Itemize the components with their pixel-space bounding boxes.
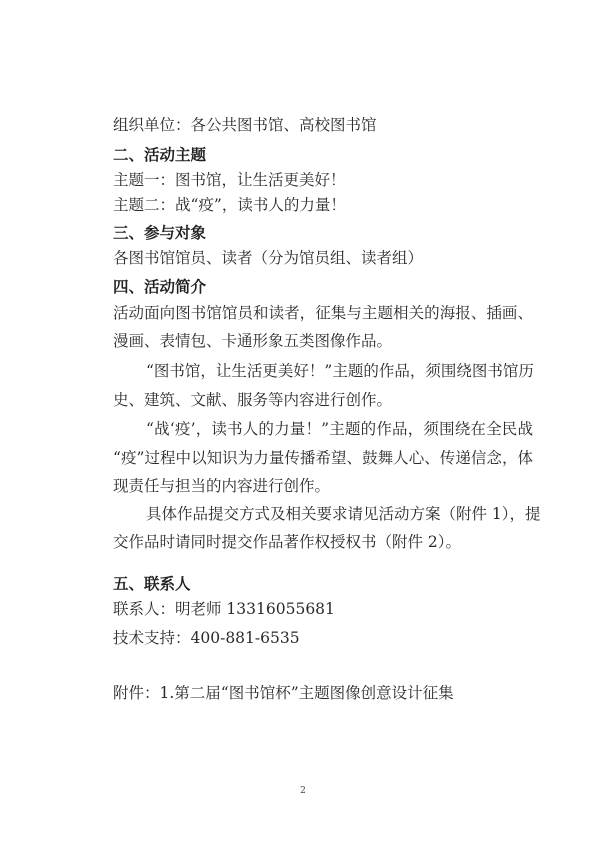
section-heading-overview: 四、活动简介 [113,278,207,296]
organizer-line: 组织单位：各公共图书馆、高校图书馆 [113,116,377,134]
theme-one-line: 主题一：图书馆，让生活更美好！ [113,171,346,189]
contact-person-line: 联系人：明老师 13316055681 [113,600,335,618]
technical-support-line: 技术支持：400-881-6535 [113,629,300,647]
section-heading-theme: 二、活动主题 [113,146,207,164]
section-heading-contact: 五、联系人 [113,575,191,593]
overview-paragraph-4-line-2: 交作品时请同时提交作品著作权授权书（附件 2）。 [113,533,462,551]
overview-paragraph-4-line-1: 具体作品提交方式及相关要求请见活动方案（附件 1），提 [146,505,541,523]
overview-paragraph-3-line-1: “战‘疫’，读书人的力量！”主题的作品，须围绕在全民战 [146,420,533,438]
overview-paragraph-1-line-1: 活动面向图书馆馆员和读者，征集与主题相关的海报、插画、 [113,304,533,322]
theme-two-line: 主题二：战“疫”，读书人的力量！ [113,196,346,214]
section-heading-participants: 三、参与对象 [113,224,207,242]
overview-paragraph-2-line-1: “图书馆，让生活更美好！”主题的作品，须围绕图书馆历 [146,362,534,380]
attachment-line: 附件：1.第二届“图书馆杯”主题图像创意设计征集 [113,684,454,702]
overview-paragraph-3-line-2: “疫”过程中以知识为力量传播希望、鼓舞人心、传递信念，体 [113,449,533,467]
participants-line: 各图书馆馆员、读者（分为馆员组、读者组） [113,249,424,267]
overview-paragraph-2-line-2: 史、建筑、文献、服务等内容进行创作。 [113,391,393,409]
overview-paragraph-1-line-2: 漫画、表情包、卡通形象五类图像作品。 [113,332,393,350]
page-number: 2 [300,786,306,796]
overview-paragraph-3-line-3: 现责任与担当的内容进行创作。 [113,477,331,495]
